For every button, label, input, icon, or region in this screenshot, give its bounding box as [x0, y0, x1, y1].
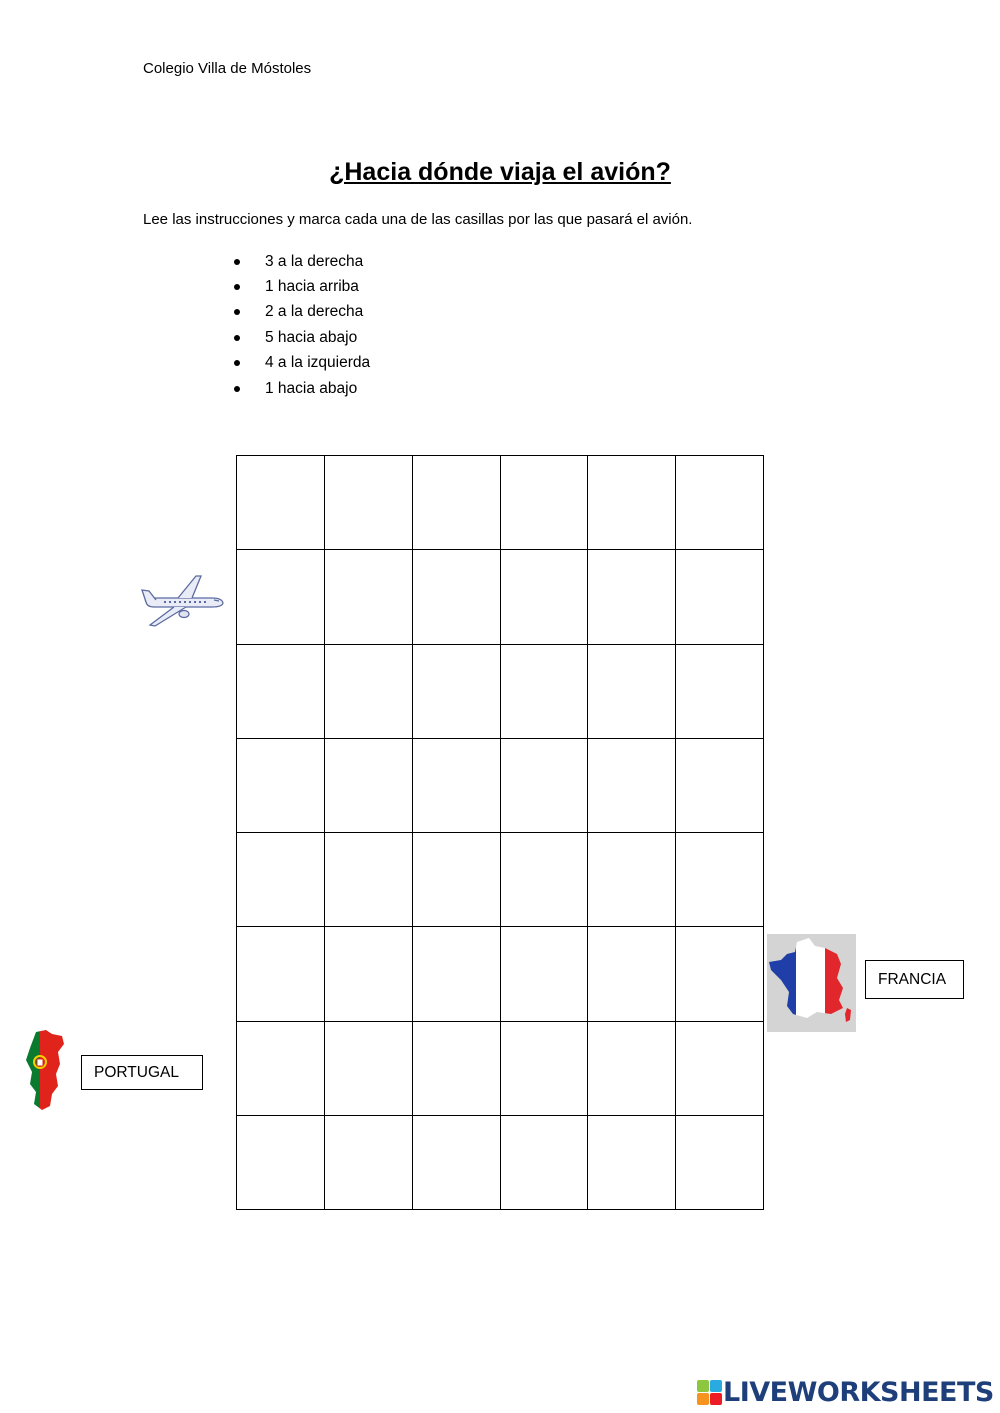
grid-cell[interactable] — [237, 1116, 325, 1210]
grid-cell[interactable] — [413, 1022, 501, 1116]
list-item: 2 a la derecha — [232, 300, 370, 325]
liveworksheets-logo — [697, 1377, 994, 1408]
grid-cell[interactable] — [676, 645, 764, 739]
francia-label: FRANCIA — [865, 960, 964, 999]
grid-cell[interactable] — [588, 1116, 676, 1210]
grid-cell[interactable] — [237, 1022, 325, 1116]
grid-cell[interactable] — [325, 739, 413, 833]
route-grid — [236, 455, 764, 1210]
school-name: Colegio Villa de Móstoles — [143, 60, 312, 77]
grid-cell[interactable] — [413, 645, 501, 739]
list-item: 5 hacia abajo — [232, 325, 370, 350]
grid-cell[interactable] — [501, 550, 589, 644]
grid-cell[interactable] — [676, 927, 764, 1021]
list-item: 4 a la izquierda — [232, 351, 370, 376]
grid-cell[interactable] — [501, 1116, 589, 1210]
grid-cell[interactable] — [588, 645, 676, 739]
grid-cell[interactable] — [676, 456, 764, 550]
grid-cell[interactable] — [237, 645, 325, 739]
grid-cell[interactable] — [588, 739, 676, 833]
brand-text: LIVEWORKSHEETS — [723, 1377, 994, 1408]
grid-cell[interactable] — [501, 645, 589, 739]
grid-cell[interactable] — [501, 833, 589, 927]
liveworksheets-icon — [697, 1380, 723, 1406]
list-item: 1 hacia abajo — [232, 376, 370, 401]
portugal-map-icon — [22, 1030, 66, 1112]
grid-cell[interactable] — [237, 456, 325, 550]
instructions-text: Lee las instrucciones y marca cada una de las casillas por las que pasará el avión. — [143, 211, 693, 228]
grid-cell[interactable] — [325, 645, 413, 739]
grid-cell[interactable] — [501, 927, 589, 1021]
grid-cell[interactable] — [237, 927, 325, 1021]
grid-cell[interactable] — [325, 1116, 413, 1210]
grid-cell[interactable] — [325, 456, 413, 550]
grid-cell[interactable] — [413, 927, 501, 1021]
grid-cell[interactable] — [237, 833, 325, 927]
grid-cell[interactable] — [501, 739, 589, 833]
grid-cell[interactable] — [676, 1022, 764, 1116]
grid-cell[interactable] — [325, 550, 413, 644]
page-title: ¿Hacia dónde viaja el avión? — [329, 158, 671, 186]
list-item: 1 hacia arriba — [232, 274, 370, 299]
airplane-icon — [140, 570, 226, 630]
grid-cell[interactable] — [413, 833, 501, 927]
grid-cell[interactable] — [676, 550, 764, 644]
grid-cell[interactable] — [325, 833, 413, 927]
grid-cell[interactable] — [325, 1022, 413, 1116]
steps-list — [232, 249, 370, 401]
grid-cell[interactable] — [588, 833, 676, 927]
grid-cell[interactable] — [237, 739, 325, 833]
grid-cell[interactable] — [413, 456, 501, 550]
list-item: 3 a la derecha — [232, 249, 370, 274]
grid-cell[interactable] — [413, 550, 501, 644]
portugal-label: PORTUGAL — [81, 1055, 203, 1090]
grid-cell[interactable] — [501, 456, 589, 550]
grid-cell[interactable] — [676, 833, 764, 927]
grid-cell[interactable] — [325, 927, 413, 1021]
grid-cell[interactable] — [501, 1022, 589, 1116]
grid-cell[interactable] — [588, 1022, 676, 1116]
grid-cell[interactable] — [413, 739, 501, 833]
grid-cell[interactable] — [413, 1116, 501, 1210]
grid-cell[interactable] — [588, 550, 676, 644]
grid-cell[interactable] — [676, 1116, 764, 1210]
grid-cell[interactable] — [676, 739, 764, 833]
france-map-icon — [767, 934, 856, 1032]
grid-cell[interactable] — [588, 456, 676, 550]
grid-cell[interactable] — [237, 550, 325, 644]
grid-cell[interactable] — [588, 927, 676, 1021]
